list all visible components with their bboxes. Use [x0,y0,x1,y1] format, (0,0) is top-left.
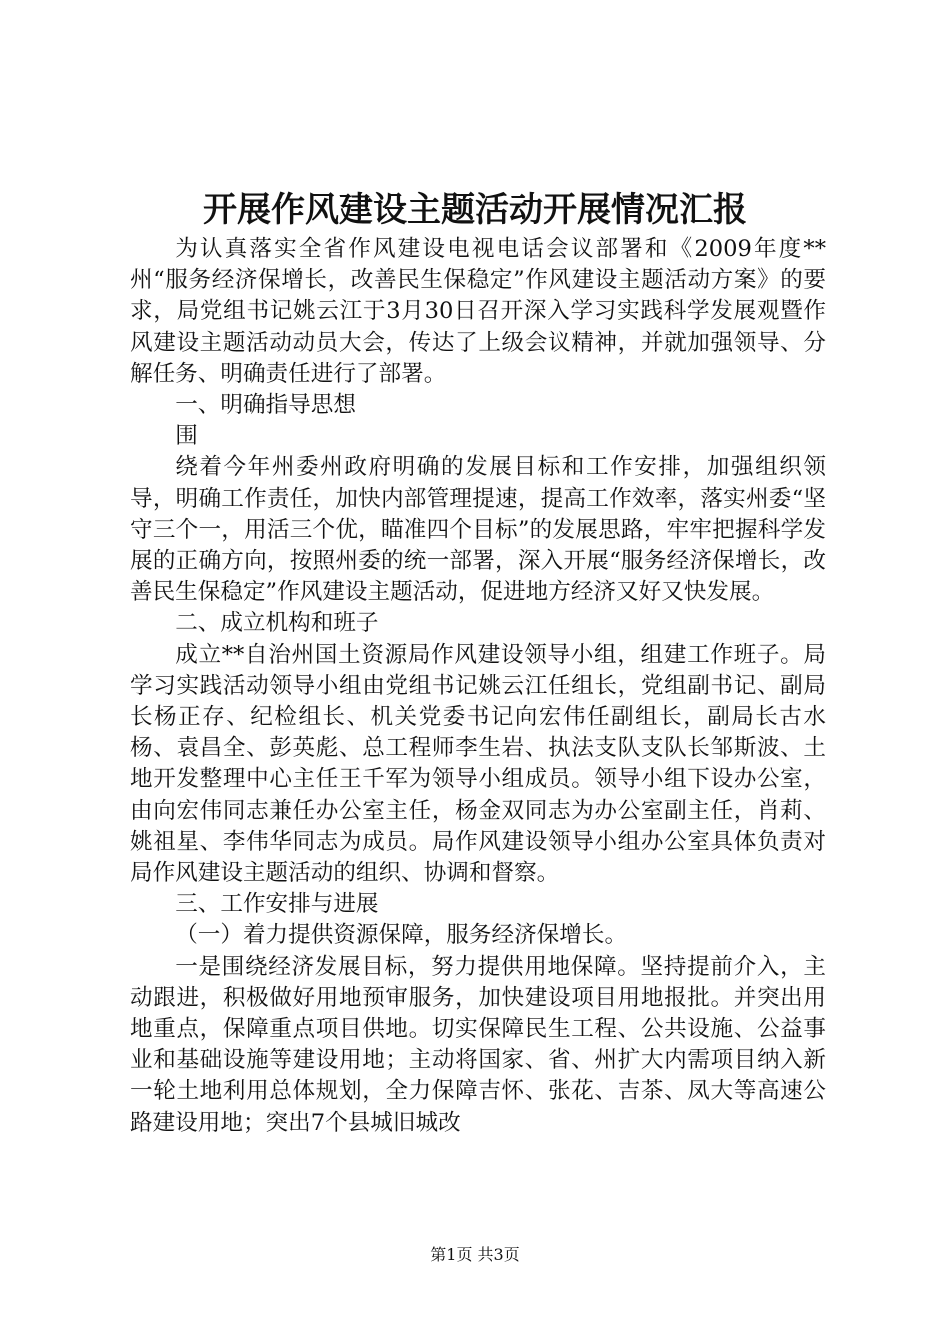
section-heading-1: 一、明确指导思想 [175,392,356,419]
paragraph-intro: 为认真落实全省作风建设电视电话会议部署和《2009年度**州“服务经济保增长，改善民生保稳定”作风建设主题活动方案》的要求，局党组书记姚云江于3月30日召开深入学习实践科学发展观暨作风建设主题活动动员大会，传达了上级会议精神，并就加强领导、分解任务、明确责任进行了部署。 [130,236,826,387]
section-heading-2: 二、成立机构和班子 [175,610,379,637]
paragraph-fragment: 围 [175,423,198,450]
document-body [130,234,826,1139]
document-title: 开展作风建设主题活动开展情况汇报 [203,190,747,230]
subsection-heading-1: （一）着力提供资源保障，服务经济保增长。 [175,922,628,949]
section-heading-3: 三、工作安排与进展 [175,891,379,918]
paragraph-organization: 成立**自治州国土资源局作风建设领导小组，组建工作班子。局学习实践活动领导小组由党组书记姚云江任组长，党组副书记、副局长杨正存、纪检组长、机关党委书记向宏伟任副组长，副局长古水杨、袁昌全、彭英彪、总工程师李生岩、执法支队支队长邹斯波、土地开发整理中心主任王千军为领导小组成员。领导小组下设办公室，由向宏伟同志兼任办公室主任，杨金双同志为办公室副主任，肖莉、姚祖星、李伟华同志为成员。局作风建设领导小组办公室具体负责对局作风建设主题活动的组织、协调和督察。 [130,641,826,887]
paragraph-land-supply: 一是围绕经济发展目标，努力提供用地保障。坚持提前介入，主动跟进，积极做好用地预审服务，加快建设项目用地报批。并突出用地重点，保障重点项目供地。切实保障民生工程、公共设施、公益事业和基础设施等建设用地；主动将国家、省、州扩大内需项目纳入新一轮土地利用总体规划，全力保障吉怀、张花、吉茶、凤大等高速公路建设用地；突出7个县城旧城改 [130,953,826,1136]
page-footer: 第1页 共3页 [430,1245,520,1264]
paragraph-guiding-thought: 绕着今年州委州政府明确的发展目标和工作安排，加强组织领导，明确工作责任，加快内部管理提速，提高工作效率，落实州委“坚守三个一，用活三个优，瞄准四个目标”的发展思路，牢牢把握科学发展的正确方向，按照州委的统一部署，深入开展“服务经济保增长，改善民生保稳定”作风建设主题活动，促进地方经济又好又快发展。 [130,454,826,606]
